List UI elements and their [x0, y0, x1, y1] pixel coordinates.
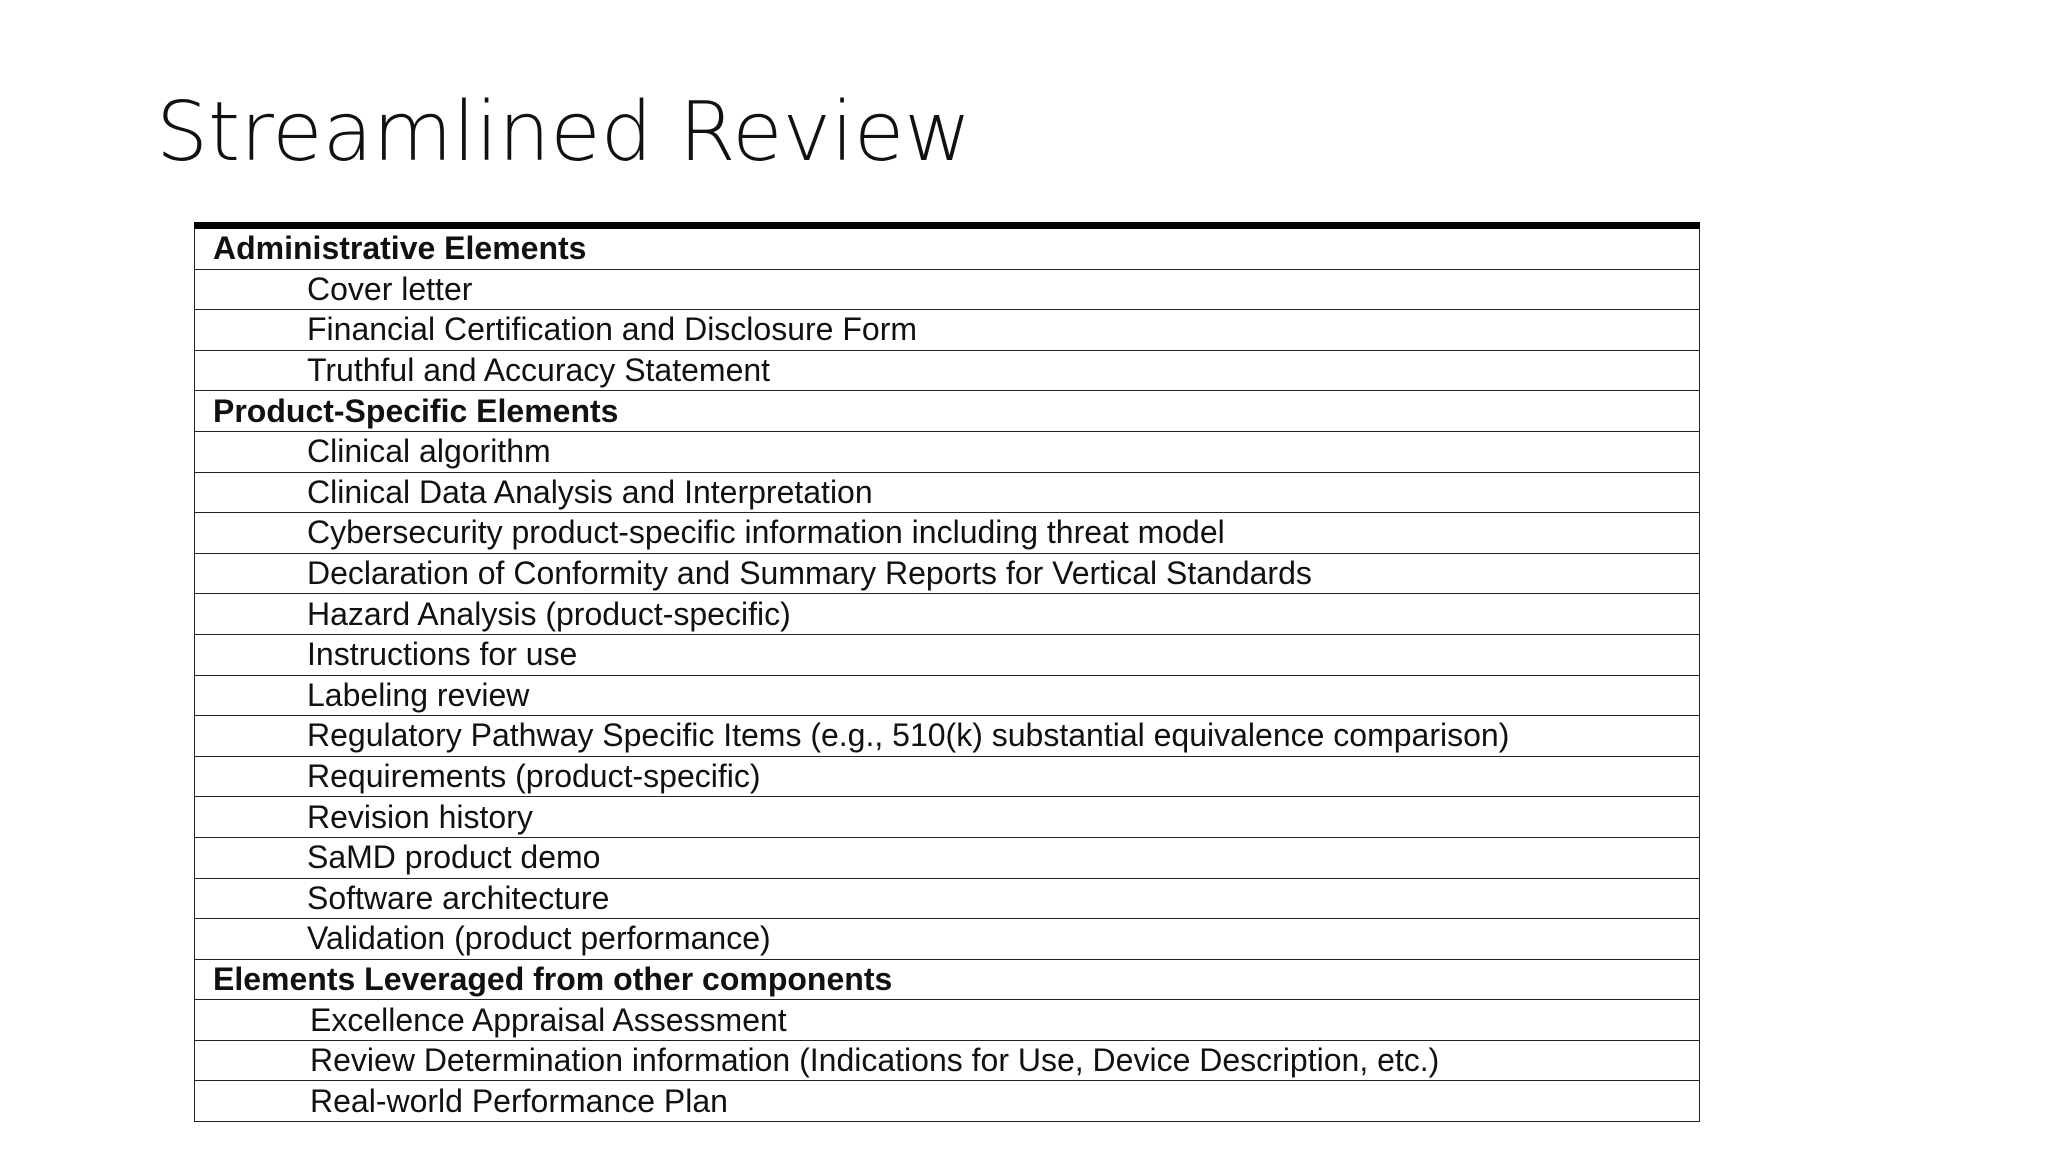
- elements-table-container: [194, 222, 1700, 1122]
- row-label: Truthful and Accuracy Statement: [195, 350, 1700, 391]
- row-label: Cover letter: [195, 269, 1700, 310]
- table-row: [195, 269, 1700, 310]
- row-label: Clinical algorithm: [195, 431, 1700, 472]
- row-label: Excellence Appraisal Assessment: [195, 1000, 1700, 1041]
- table-row: [195, 837, 1700, 878]
- row-label: Validation (product performance): [195, 919, 1700, 960]
- table-row: [195, 553, 1700, 594]
- row-label: Review Determination information (Indications for Use, Device Description, etc.): [195, 1040, 1700, 1081]
- row-label: Cybersecurity product-specific information including threat model: [195, 513, 1700, 554]
- row-label: Labeling review: [195, 675, 1700, 716]
- row-label: Financial Certification and Disclosure Form: [195, 310, 1700, 351]
- table-row: [195, 797, 1700, 838]
- row-label: Requirements (product-specific): [195, 756, 1700, 797]
- table-row: [195, 878, 1700, 919]
- row-label: SaMD product demo: [195, 837, 1700, 878]
- table-row: [195, 675, 1700, 716]
- section-header-leveraged: [195, 959, 1700, 1000]
- row-label: Real-world Performance Plan: [195, 1081, 1700, 1122]
- section-header-administrative: [195, 226, 1700, 270]
- section-heading: Product-Specific Elements: [195, 391, 1700, 432]
- section-header-product-specific: [195, 391, 1700, 432]
- row-label: Instructions for use: [195, 634, 1700, 675]
- table-row: [195, 716, 1700, 757]
- section-heading: Administrative Elements: [195, 226, 1700, 270]
- elements-table: [194, 222, 1700, 1122]
- row-label: Clinical Data Analysis and Interpretation: [195, 472, 1700, 513]
- table-row: [195, 431, 1700, 472]
- table-row: [195, 634, 1700, 675]
- table-row: [195, 1040, 1700, 1081]
- table-row: [195, 594, 1700, 635]
- table-row: [195, 472, 1700, 513]
- table-row: [195, 1000, 1700, 1041]
- table-row: [195, 513, 1700, 554]
- row-label: Regulatory Pathway Specific Items (e.g., 510(k) substantial equivalence comparison): [195, 716, 1700, 757]
- row-label: Declaration of Conformity and Summary Reports for Vertical Standards: [195, 553, 1700, 594]
- table-row: [195, 1081, 1700, 1122]
- section-heading: Elements Leveraged from other components: [195, 959, 1700, 1000]
- table-row: [195, 756, 1700, 797]
- row-label: Revision history: [195, 797, 1700, 838]
- table-row: [195, 919, 1700, 960]
- table-row: [195, 310, 1700, 351]
- slide-title: Streamlined Review: [156, 85, 972, 180]
- row-label: Hazard Analysis (product-specific): [195, 594, 1700, 635]
- row-label: Software architecture: [195, 878, 1700, 919]
- table-row: [195, 350, 1700, 391]
